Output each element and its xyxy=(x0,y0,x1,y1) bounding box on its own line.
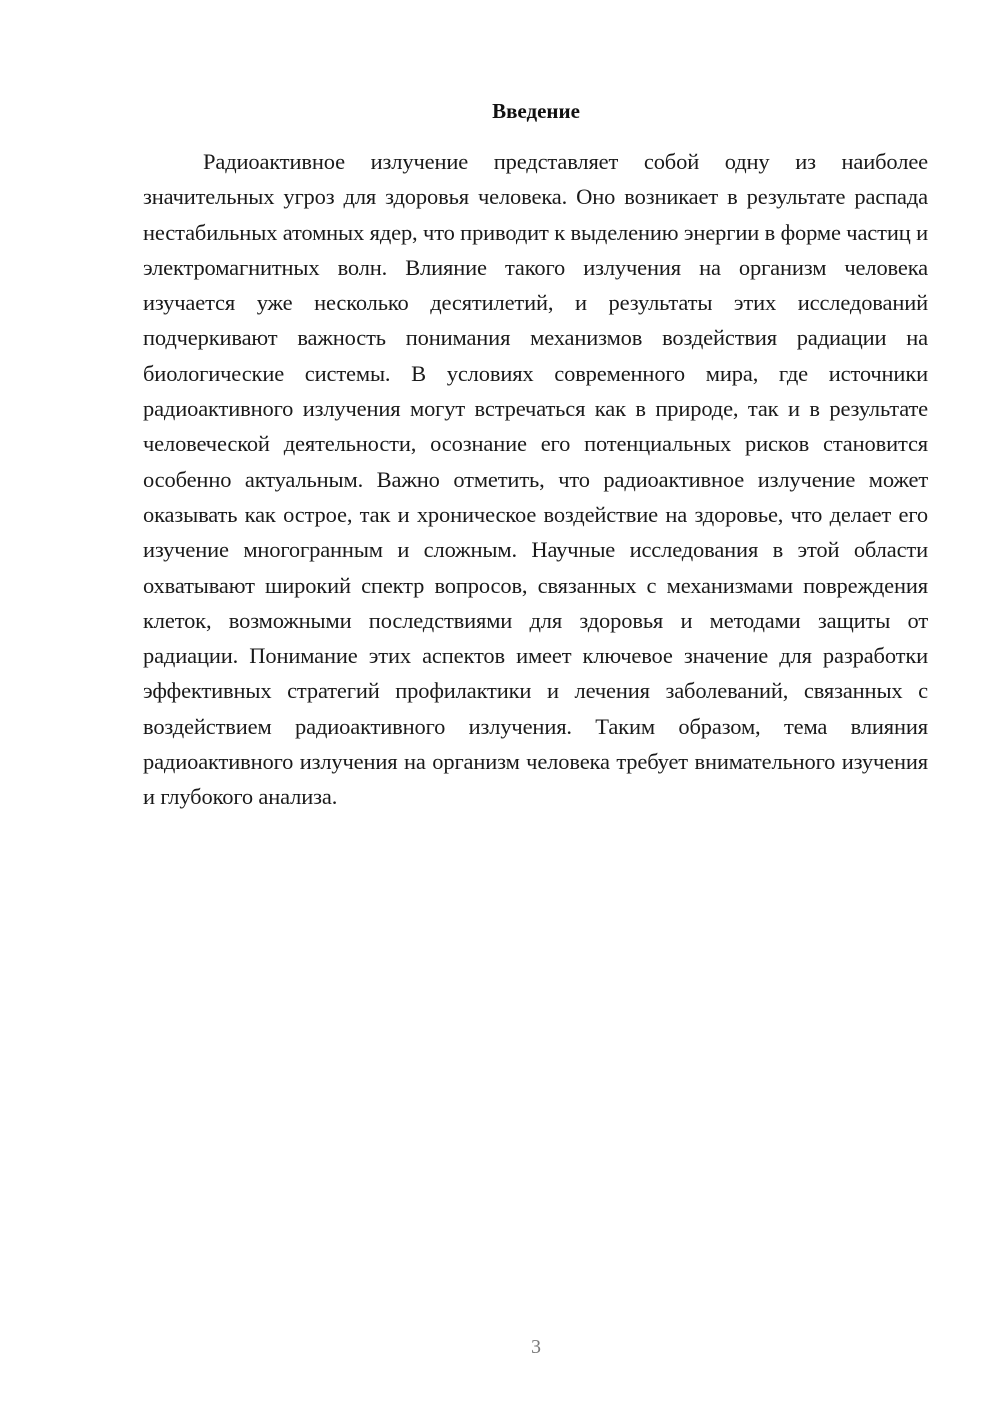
body-paragraph: Радиоактивное излучение представляет собой одну из наиболее значительных угроз для здоровья человека. Оно возникает в результате распада нестабильных атомных ядер, что приводит к выделению энергии в форме частиц и электромагнитных волн. Влияние такого излучения на организм человека изучается уже несколько десятилетий, и результаты этих исследований подчеркивают важность понимания механизмов воздействия радиации на биологические системы. В условиях современного мира, где источники радиоактивного излучения могут встречаться как в природе, так и в результате человеческой деятельности, осознание его потенциальных рисков становится особенно актуальным. Важно отметить, что радиоактивное излучение может оказывать как острое, так и хроническое воздействие на здоровье, что делает его изучение многогранным и сложным. Научные исследования в этой области охватывают широкий спектр вопросов, связанных с механизмами повреждения клеток, возможными последствиями для здоровья и методами защиты от радиации. Понимание этих аспектов имеет ключевое значение для разработки эффективных стратегий профилактики и лечения заболеваний, связанных с воздействием радиоактивного излучения. Таким образом, тема влияния радиоактивного излучения на организм человека требует внимательного изучения и глубокого анализа. xyxy=(143,149,928,810)
page-number: 3 xyxy=(531,1336,541,1358)
section-heading: Введение xyxy=(492,99,580,123)
